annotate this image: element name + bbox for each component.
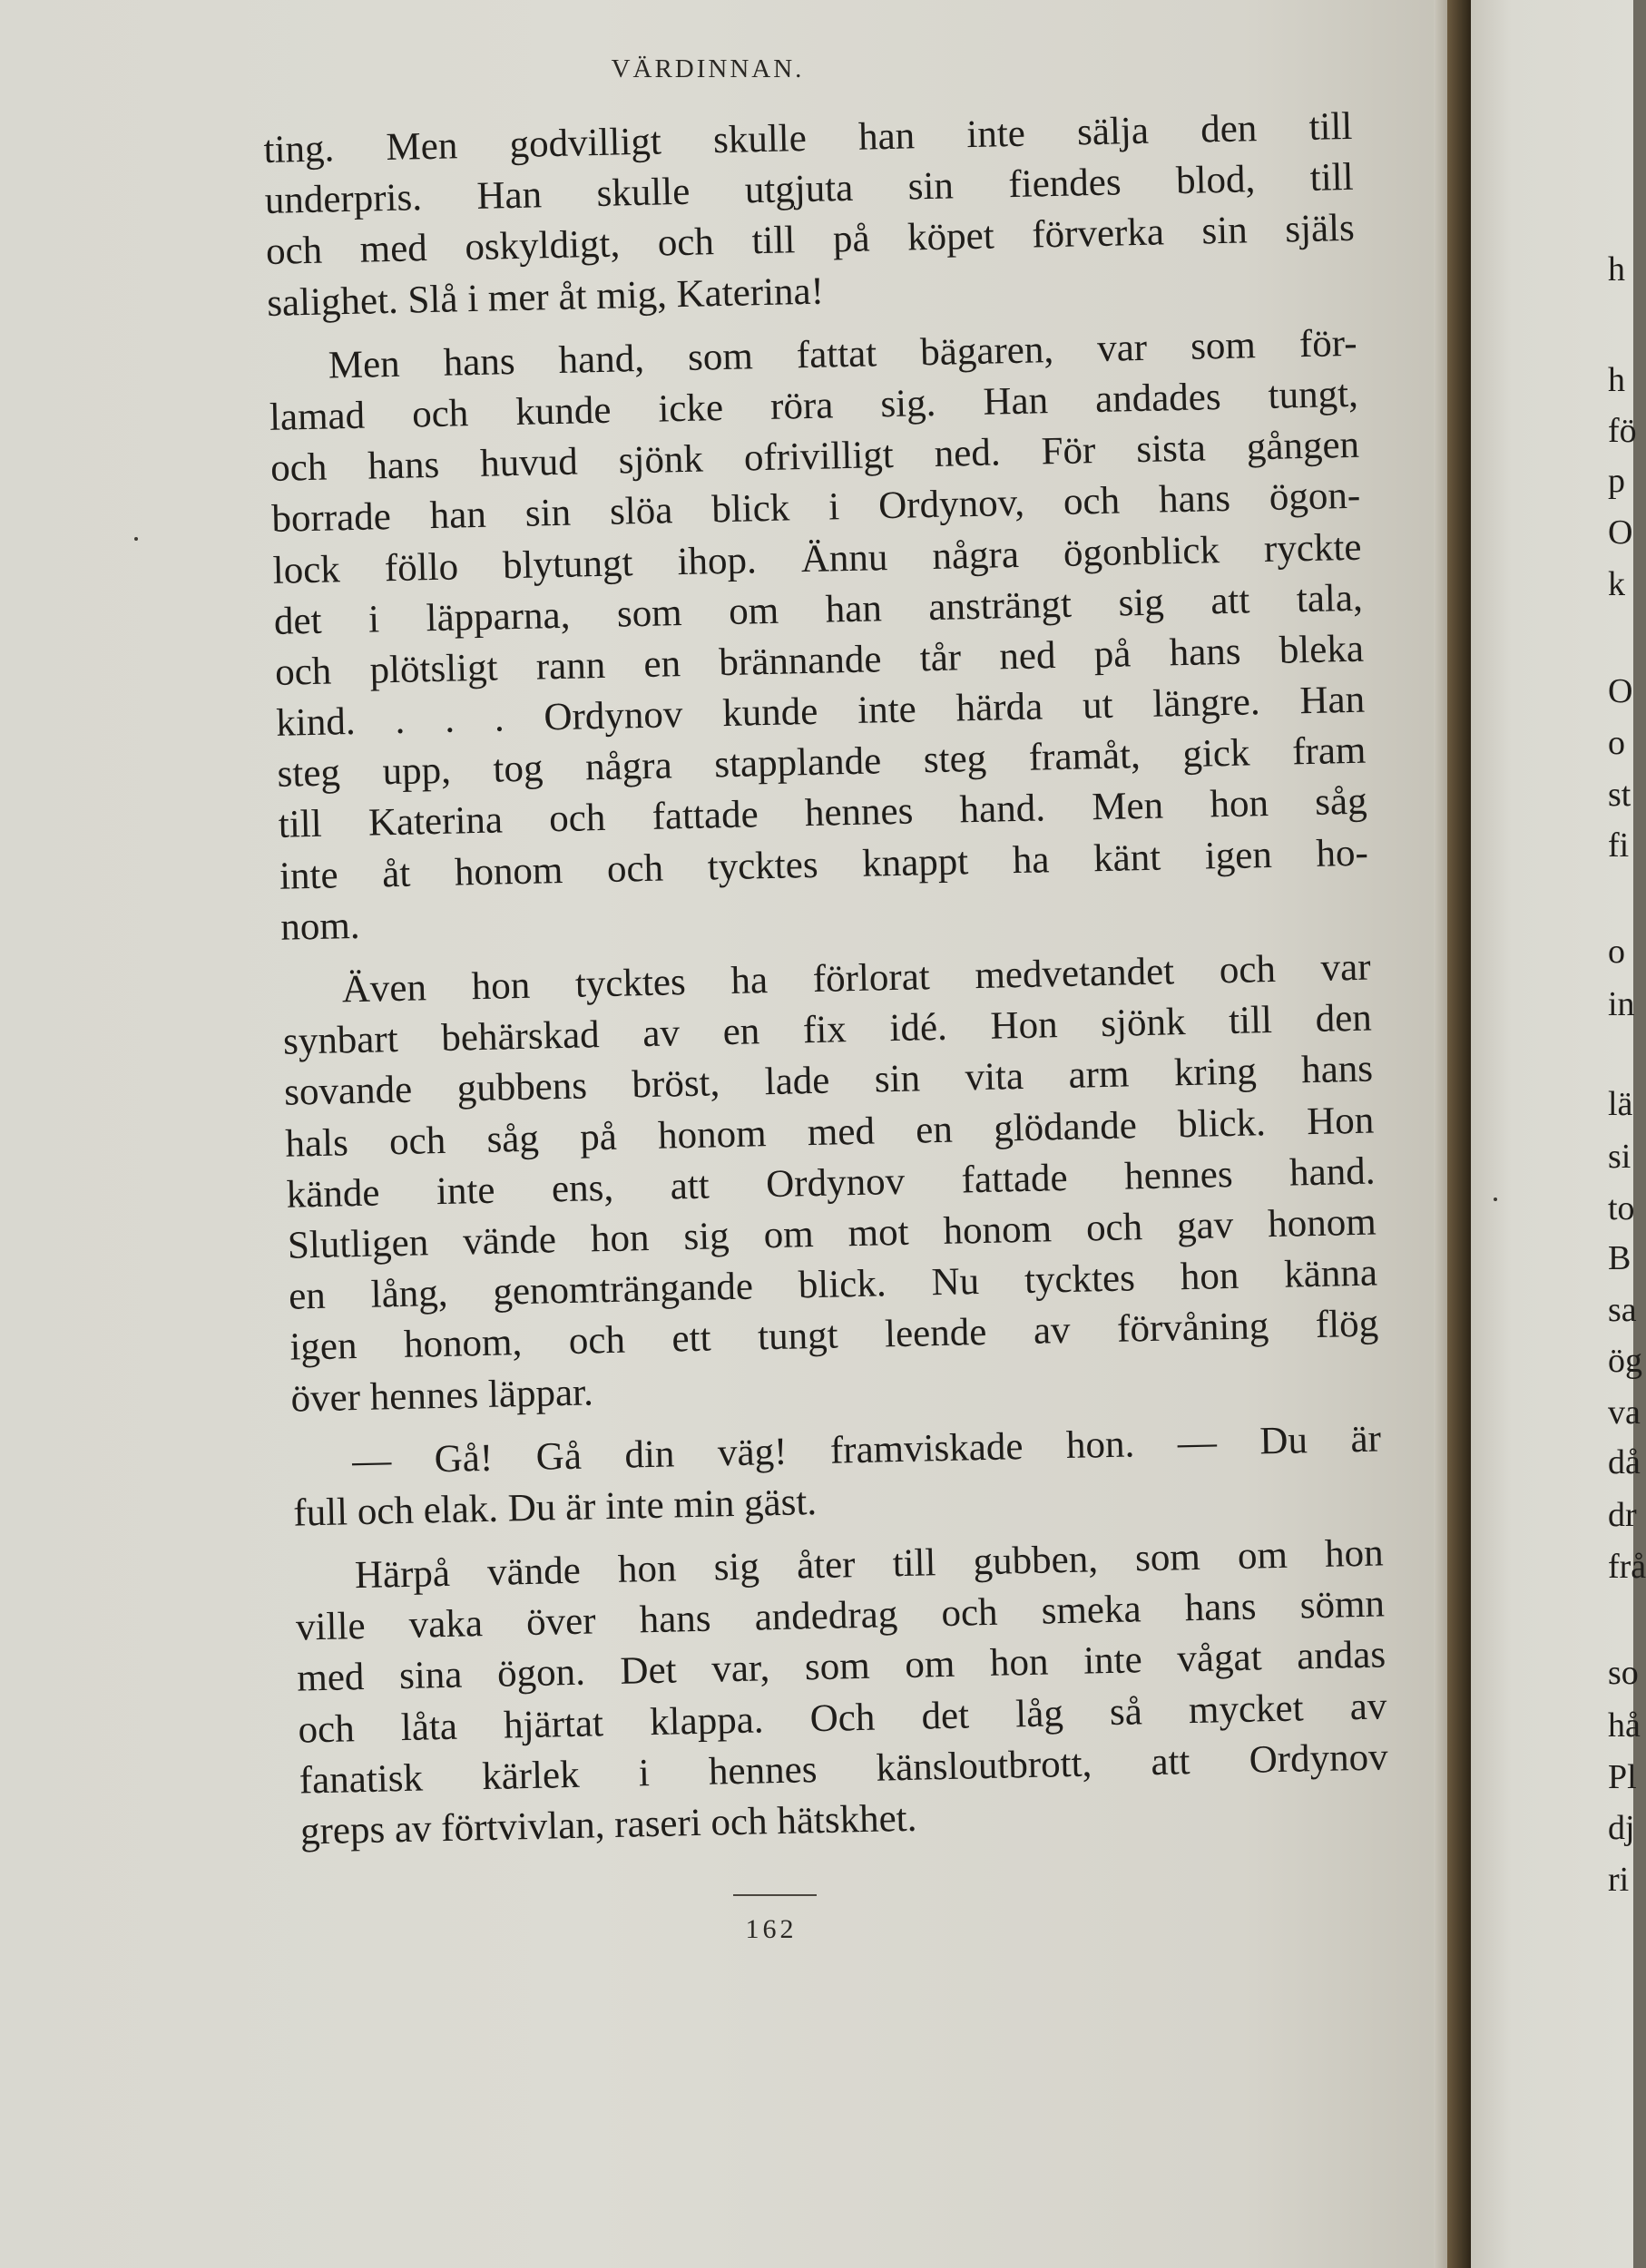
text-line: nom. [279, 904, 360, 949]
text-line: kind. . . . Ordynov kunde inte härda ut längre. Han [275, 678, 1366, 745]
right-page-fragment: frå [1608, 1548, 1646, 1586]
text-line: en lång, genomträngande blick. Nu tycktes hon känna [288, 1251, 1378, 1318]
text-line: borrade han sin slöa blick i Ordynov, och hans ögon- [270, 474, 1361, 542]
right-page-fragment: då [1608, 1443, 1641, 1481]
text-line: till Katerina och fattade hennes hand. Men hon såg [278, 780, 1368, 847]
text-line: synbart behärskad av en fix idé. Hon sjönk till den [282, 996, 1373, 1063]
page-number-rule [733, 1894, 817, 1896]
right-page-fragment: O [1608, 672, 1633, 710]
paragraph [281, 943, 1380, 1425]
text-line: inte åt honom och tycktes knappt ha känt igen ho- [279, 831, 1369, 898]
right-page-fragment: in [1608, 985, 1635, 1023]
running-head: VÄRDINNAN. [611, 54, 805, 83]
right-page-fragment: ri [1608, 1861, 1630, 1899]
text-line: och med oskyldigt, och till på köpet förverka sin själs [265, 207, 1356, 274]
text-line: full och elak. Du är inte min gäst. [292, 1480, 818, 1535]
right-page-fragment: k [1608, 565, 1625, 603]
right-page-fragment: ög [1608, 1342, 1642, 1380]
right-page-fragment: va [1608, 1393, 1641, 1432]
text-line: Slutligen vände hon sig om mot honom och gav honom [287, 1200, 1377, 1267]
right-page-fragment: sa [1608, 1291, 1637, 1329]
right-page [1471, 0, 1633, 2268]
text-line: fanatisk kärlek i hennes känsloutbrott, att Ordynov [299, 1735, 1389, 1803]
text-line: hals och såg på honom med en glödande blick. Hon [284, 1099, 1375, 1166]
text-line: — Gå! Gå din väg! framviskade hon. — Du är [351, 1417, 1382, 1482]
right-page-fragment: so [1608, 1654, 1639, 1692]
paper-speck [1494, 1198, 1497, 1201]
right-page-fragment: dj [1608, 1809, 1635, 1847]
text-line: underpris. Han skulle utgjuta sin fiendes blod, till [264, 155, 1355, 223]
text-line: greps av förtvivlan, raseri och hätskhet. [299, 1796, 917, 1853]
right-page-fragment: fi [1608, 826, 1630, 865]
text-line: lamad och kunde icke röra sig. Han andades tungt, [269, 372, 1359, 439]
text-line: steg upp, tog några stapplande steg framåt, gick fram [277, 728, 1367, 797]
text-line: Även hon tycktes ha förlorat medvetandet och var [341, 945, 1372, 1012]
text-line: lock föllo blytungt ihop. Ännu några ögonblick ryckte [272, 525, 1362, 592]
paragraph [294, 1529, 1389, 1858]
text-line: ting. Men godvilligt skulle han inte sälja den till [263, 104, 1353, 171]
right-page-fragment: o [1608, 933, 1625, 971]
right-page-fragment: Pl [1608, 1758, 1637, 1796]
right-page-fragment: h [1608, 361, 1625, 399]
paragraph [263, 102, 1357, 329]
text-line: kände inte ens, att Ordynov fattade hennes hand. [286, 1149, 1376, 1217]
right-page-fragment: dr [1608, 1496, 1637, 1534]
paper-speck [134, 537, 138, 541]
text-line: det i läpparna, som om han ansträngt sig att tala, [273, 576, 1364, 643]
right-page-fragment: O [1608, 513, 1633, 552]
text-line: och hans huvud sjönk ofrivilligt ned. För sista gången [269, 423, 1360, 491]
body-text [263, 102, 1389, 1858]
right-page-fragment: si [1608, 1138, 1631, 1176]
text-line: sovande gubbens bröst, lade sin vita arm kring hans [283, 1047, 1374, 1115]
paragraph [292, 1413, 1383, 1540]
right-page-fragment: to [1608, 1189, 1635, 1227]
right-page-fragment: st [1608, 776, 1631, 814]
text-line: salighet. Slå i mer åt mig, Katerina! [266, 269, 825, 325]
text-line: med sina ögon. Det var, som om hon inte vågat andas [296, 1633, 1386, 1701]
page-number: 162 [745, 1914, 798, 1944]
text-line: och låta hjärtat klappa. Och det låg så mycket av [298, 1685, 1387, 1752]
text-line: Men hans hand, som fattat bägaren, var som för- [328, 321, 1358, 387]
right-page-fragment: lä [1608, 1085, 1633, 1123]
right-page-fragment: o [1608, 724, 1625, 762]
book-cover-edge [1447, 0, 1471, 2268]
paragraph [268, 318, 1369, 953]
right-page-fragment: fö [1608, 412, 1637, 450]
text-line: igen honom, och ett tungt leende av förvåning flög [289, 1302, 1379, 1369]
text-line: över hennes läppar. [290, 1370, 594, 1421]
text-line: Härpå vände hon sig åter till gubben, som om hon [354, 1531, 1385, 1598]
right-page-fragment: h [1608, 250, 1625, 288]
right-page-fragment: p [1608, 462, 1625, 500]
right-page-fragment: hå [1608, 1706, 1641, 1745]
text-line: och plötsligt rann en brännande tår ned på hans bleka [274, 627, 1365, 694]
right-page-fragment: B [1608, 1239, 1631, 1277]
text-line: ville vaka över hans andedrag och smeka hans sömn [295, 1582, 1386, 1649]
